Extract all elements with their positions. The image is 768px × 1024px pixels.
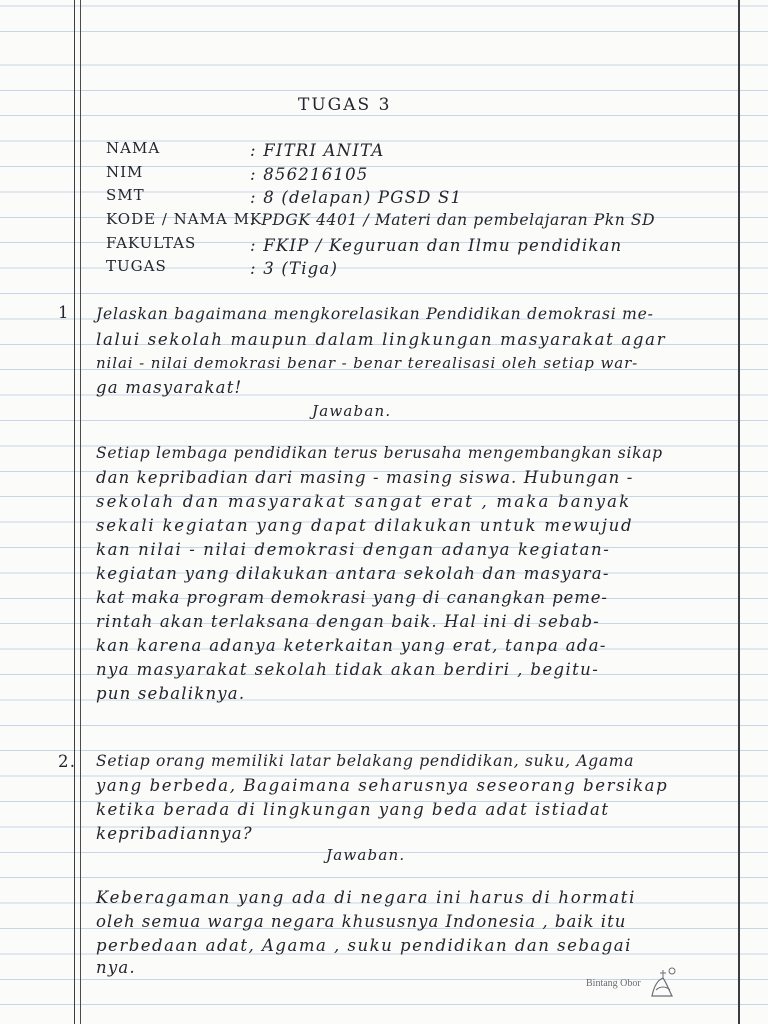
page-title: TUGAS 3 bbox=[298, 95, 392, 115]
question-1-line: lalui sekolah maupun dalam lingkungan masyarakat agar bbox=[96, 330, 667, 349]
value-fakultas: : FKIP / Keguruan dan Ilmu pendidikan bbox=[250, 236, 623, 255]
question-2-line: yang berbeda, Bagaimana seharusnya seseorang bersikap bbox=[96, 776, 669, 795]
question-1-number: 1 bbox=[58, 303, 70, 322]
label-nim: NIM bbox=[106, 163, 144, 181]
question-2-number: 2. bbox=[58, 752, 77, 771]
left-margin-line-inner bbox=[80, 0, 81, 1024]
answer-1-line: pun sebaliknya. bbox=[96, 684, 246, 703]
label-kode-mk: KODE / NAMA MK bbox=[106, 210, 263, 228]
answer-2-line: nya. bbox=[96, 958, 136, 977]
question-1-line: Jelaskan bagaimana mengkorelasikan Pendidikan demokrasi me- bbox=[96, 305, 654, 323]
answer-1-line: kan karena adanya keterkaitan yang erat, tanpa ada- bbox=[96, 636, 607, 655]
question-2-line: Setiap orang memiliki latar belakang pendidikan, suku, Agama bbox=[96, 752, 635, 770]
answer-1-line: nya masyarakat sekolah tidak akan berdiri , begitu- bbox=[96, 660, 600, 679]
answer-1-line: rintah akan terlaksana dengan baik. Hal ini di sebab- bbox=[96, 612, 600, 631]
answer-1-line: kegiatan yang dilakukan antara sekolah dan masyara- bbox=[96, 564, 610, 583]
brand-label: Bintang Obor bbox=[586, 978, 641, 989]
answer-1-heading: Jawaban. bbox=[312, 402, 392, 420]
value-nim: : 856216105 bbox=[250, 165, 369, 184]
answer-2-line: perbedaan adat, Agama , suku pendidikan dan sebagai bbox=[96, 936, 632, 955]
question-1-line: nilai - nilai demokrasi benar - benar terealisasi oleh setiap war- bbox=[96, 354, 639, 372]
answer-1-line: sekolah dan masyarakat sangat erat , maka banyak bbox=[96, 492, 632, 511]
label-smt: SMT bbox=[106, 186, 145, 204]
answer-1-line: kat maka program demokrasi yang di canangkan peme- bbox=[96, 588, 608, 607]
answer-1-line: kan nilai - nilai demokrasi dengan adanya kegiatan- bbox=[96, 540, 611, 559]
question-2-line: ketika berada di lingkungan yang beda adat istiadat bbox=[96, 800, 610, 819]
value-tugas: : 3 (Tiga) bbox=[250, 259, 339, 278]
value-smt: : 8 (delapan) PGSD S1 bbox=[250, 188, 463, 207]
label-tugas: TUGAS bbox=[106, 257, 167, 275]
answer-2-heading: Jawaban. bbox=[326, 846, 406, 864]
brand-logo-icon bbox=[648, 966, 678, 1000]
answer-2-line: Keberagaman yang ada di negara ini harus di hormati bbox=[96, 888, 637, 907]
question-1-line: ga masyarakat! bbox=[96, 378, 243, 397]
answer-1-line: dan kepribadian dari masing - masing siswa. Hubungan - bbox=[96, 468, 634, 487]
value-nama: : FITRI ANITA bbox=[250, 141, 385, 160]
label-fakultas: FAKULTAS bbox=[106, 234, 197, 252]
right-margin-line bbox=[738, 0, 740, 1024]
answer-1-line: sekali kegiatan yang dapat dilakukan untuk mewujud bbox=[96, 516, 634, 535]
value-kode-mk: : PDGK 4401 / Materi dan pembelajaran Pkn SD bbox=[250, 211, 656, 229]
left-margin-line bbox=[74, 0, 75, 1024]
question-2-line: kepribadiannya? bbox=[96, 824, 253, 843]
answer-2-line: oleh semua warga negara khususnya Indonesia , baik itu bbox=[96, 912, 627, 931]
answer-1-line: Setiap lembaga pendidikan terus berusaha mengembangkan sikap bbox=[96, 444, 663, 462]
label-nama: NAMA bbox=[106, 139, 161, 157]
